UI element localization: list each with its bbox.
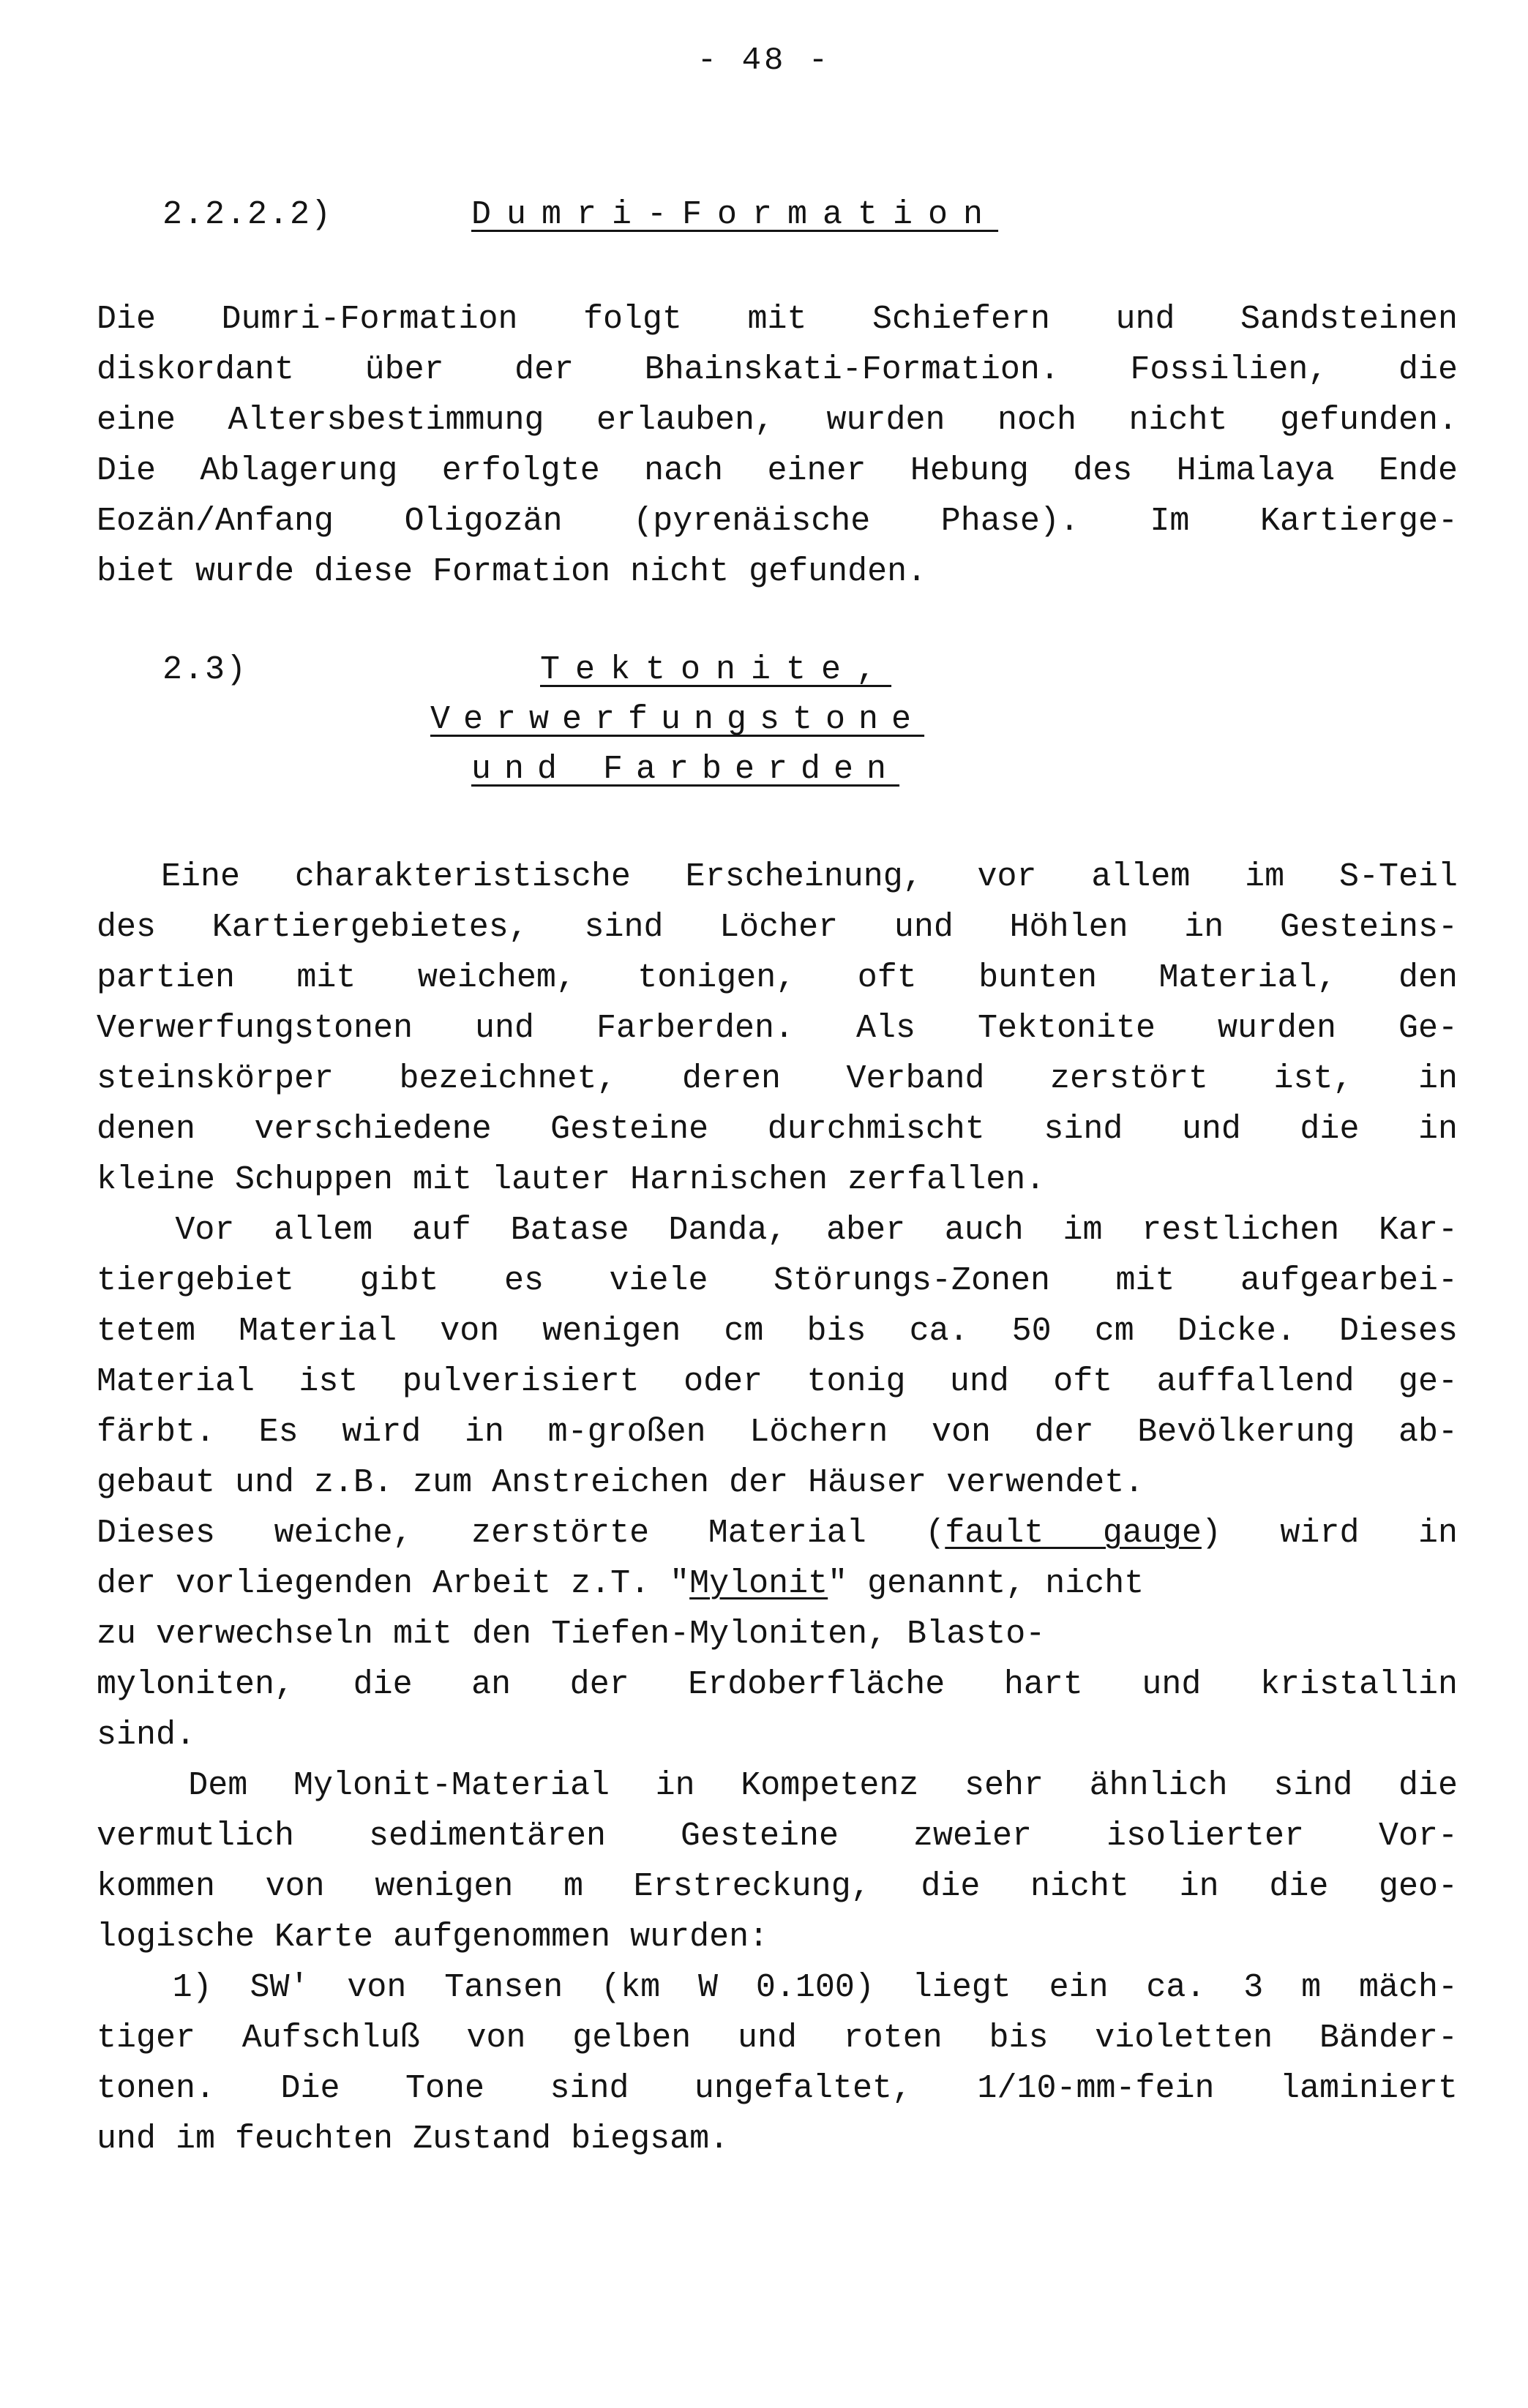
text-line: des Kartiergebietes, sind Löcher und Höhlen in Gesteins-: [97, 909, 1458, 946]
paragraph-stoerungszonen: [97, 1205, 1458, 1760]
text-line: eine Altersbestimmung erlauben, wurden noch nicht gefunden.: [97, 402, 1458, 439]
text-line: und im feuchten Zustand biegsam.: [97, 2120, 730, 2158]
text-line: Eine charakteristische Erscheinung, vor allem im S-Teil: [161, 858, 1458, 896]
section-number-dumri: 2.2.2.2): [162, 196, 333, 233]
text-line: Die Dumri-Formation folgt mit Schiefern und Sandsteinen: [97, 301, 1458, 338]
section-title-tektonite: Tektonite,: [540, 651, 892, 689]
text-line: denen verschiedene Gesteine durchmischt sind und die in: [97, 1111, 1458, 1148]
text-line-mylonit: [97, 1559, 1458, 1609]
section-title-dumri-formation: Dumri-Formation: [471, 196, 999, 233]
text-line: sind.: [97, 1717, 196, 1754]
text-line: partien mit weichem, tonigen, oft bunten Material, den: [97, 959, 1458, 997]
text-line: Material ist pulverisiert oder tonig und oft auffallend ge-: [97, 1363, 1458, 1400]
text-line: färbt. Es wird in m-großen Löchern von der Bevölkerung ab-: [97, 1414, 1458, 1451]
text-line: kleine Schuppen mit lauter Harnischen zerfallen.: [97, 1161, 1046, 1199]
text-line: biet wurde diese Formation nicht gefunden.: [97, 553, 927, 590]
text-line: steinskörper bezeichnet, deren Verband zerstört ist, in: [97, 1060, 1458, 1098]
paragraph-tansen-aufschluss: [97, 1962, 1458, 2164]
term-mylonit: Mylonit: [689, 1565, 828, 1602]
paragraph-mylonit-material: [97, 1760, 1458, 1962]
text-line: Eozän/Anfang Oligozän (pyrenäische Phase). Im Kartierge-: [97, 503, 1458, 540]
text-fragment: Dieses weiche, zerstörte Material (: [97, 1515, 945, 1552]
text-line: vermutlich sedimentären Gesteine zweier isolierter Vor-: [97, 1818, 1458, 1855]
text-line: Vor allem auf Batase Danda, aber auch im restlichen Kar-: [97, 1212, 1458, 1249]
paragraph-dumri-formation: [97, 294, 1458, 597]
text-fragment: ) wird in: [1201, 1515, 1458, 1552]
text-line: zu verwechseln mit den Tiefen-Myloniten, Blasto-: [97, 1616, 1046, 1653]
text-fragment: der vorliegenden Arbeit z.T. ": [97, 1565, 690, 1602]
section-title-verwerfungstone: Verwerfungstone: [430, 701, 925, 738]
paragraph-tektonite-intro: [97, 852, 1458, 1205]
text-line: Verwerfungstonen und Farberden. Als Tektonite wurden Ge-: [97, 1010, 1458, 1047]
text-line: kommen von wenigen m Erstreckung, die nicht in die geo-: [97, 1868, 1458, 1905]
term-fault-gauge: fault gauge: [945, 1515, 1202, 1552]
text-fragment: " genannt, nicht: [828, 1565, 1145, 1602]
text-line: gebaut und z.B. zum Anstreichen der Häuser verwendet.: [97, 1464, 1145, 1501]
text-line: tiergebiet gibt es viele Störungs-Zonen mit aufgearbei-: [97, 1262, 1458, 1299]
section-title-farberden: und Farberden: [471, 751, 900, 788]
text-line: tiger Aufschluß von gelben und roten bis violetten Bänder-: [97, 2019, 1458, 2057]
page-number: - 48 -: [697, 42, 831, 79]
text-line: diskordant über der Bhainskati-Formation. Fossilien, die: [97, 351, 1458, 389]
text-line: myloniten, die an der Erdoberfläche hart und kristallin: [97, 1666, 1458, 1703]
text-line-fault-gauge: [97, 1508, 1458, 1559]
text-line: 1) SW' von Tansen (km W 0.100) liegt ein ca. 3 m mäch-: [97, 1969, 1458, 2006]
section-number-tektonite: 2.3): [162, 651, 248, 689]
text-line: tetem Material von wenigen cm bis ca. 50 cm Dicke. Dieses: [97, 1313, 1458, 1350]
text-line: Die Ablagerung erfolgte nach einer Hebung des Himalaya Ende: [97, 452, 1458, 490]
text-line: Dem Mylonit-Material in Kompetenz sehr ähnlich sind die: [97, 1767, 1458, 1804]
text-line: logische Karte aufgenommen wurden:: [97, 1918, 769, 1956]
text-line: tonen. Die Tone sind ungefaltet, 1/10-mm-fein laminiert: [97, 2070, 1458, 2107]
